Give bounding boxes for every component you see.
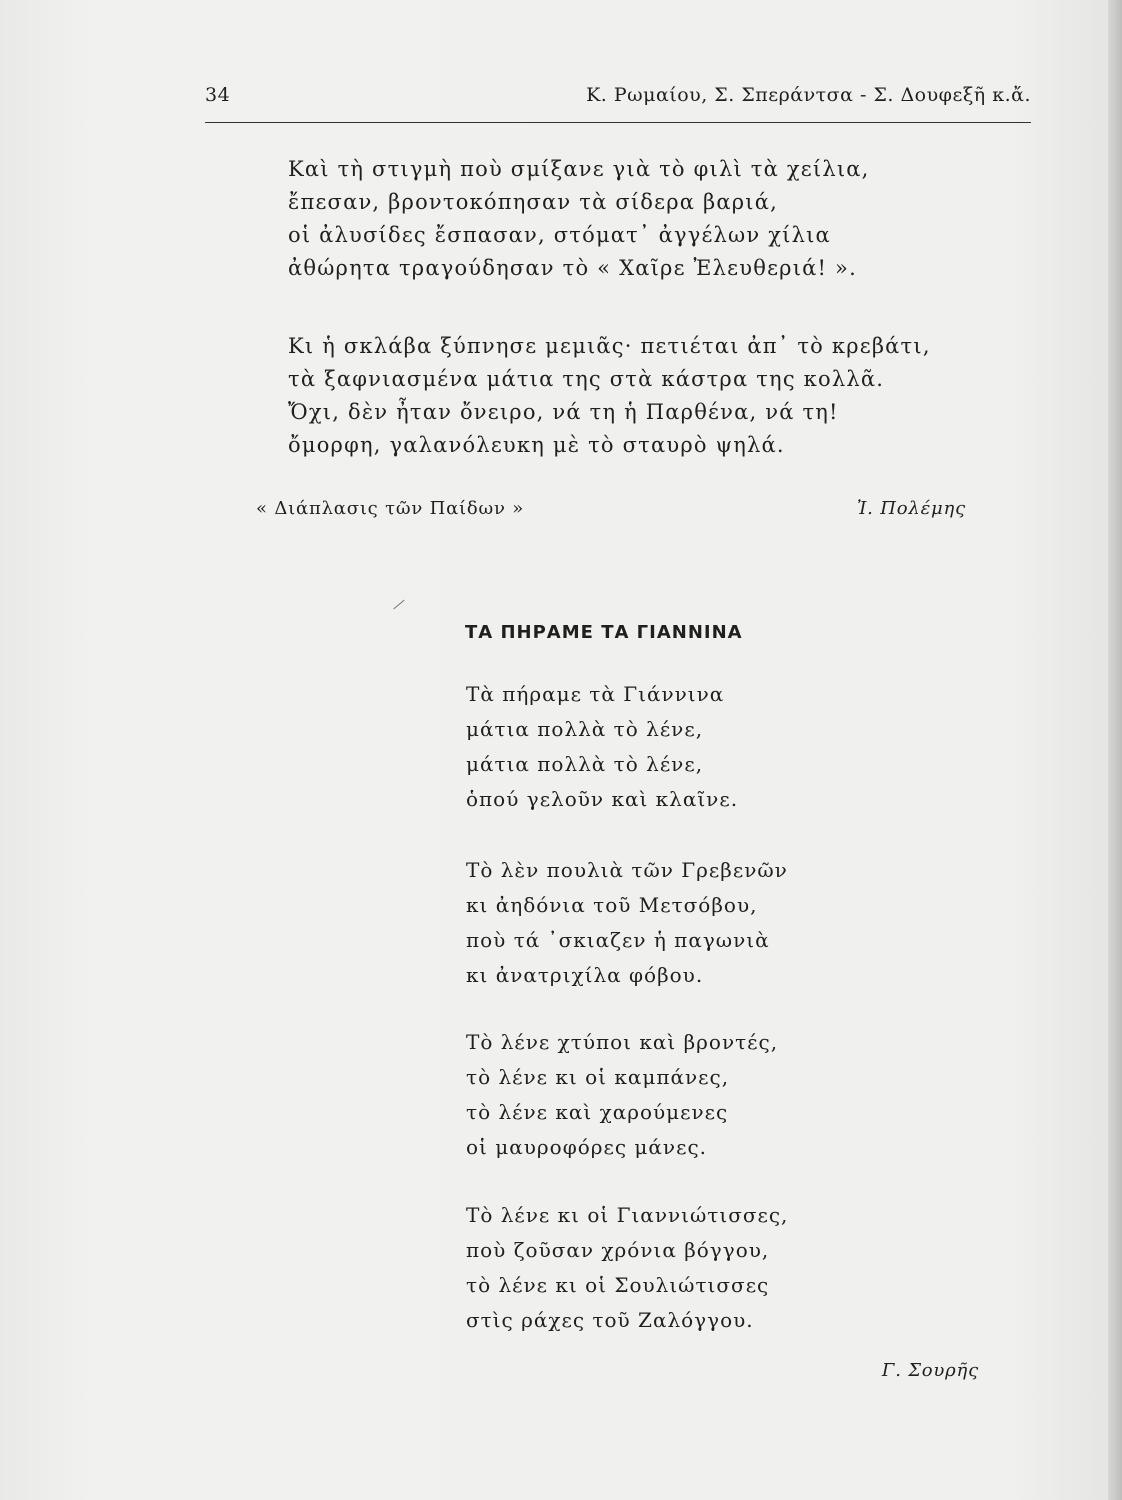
stanza <box>288 330 931 462</box>
verse-line: ὁπού γελοῦν καὶ κλαῖνε. <box>466 787 739 811</box>
verse-line: Ὄχι, δὲν ἦταν ὄνειρο, νά τη ἡ Παρθένα, νά τη! <box>288 400 839 424</box>
verse-line: Τὰ πήραμε τὰ Γιάννινα <box>466 682 725 706</box>
verse-line: στὶς ράχες τοῦ Ζαλόγγου. <box>466 1308 754 1332</box>
stanza <box>288 153 870 285</box>
verse-line: Τὸ λένε κι οἱ Γιαννιώτισσες, <box>466 1203 789 1227</box>
poem-author: Ἰ. Πολέμης <box>857 498 966 519</box>
verse-line: ποὺ τά ᾽σκιαζεν ἡ παγωνιὰ <box>466 928 770 952</box>
verse-line: Τὸ λὲν πουλιὰ τῶν Γρεβενῶν <box>466 858 788 882</box>
verse-line: ὄμορφη, γαλανόλευκη μὲ τὸ σταυρὸ ψηλά. <box>288 433 785 457</box>
verse-line: οἱ μαυροφόρες μάνες. <box>466 1135 708 1159</box>
verse-line: κι ἀνατριχίλα φόβου. <box>466 963 704 987</box>
running-head: Κ. Ρωμαίου, Σ. Σπεράντσα - Σ. Δουφεξῆ κ.ἄ. <box>586 84 1031 106</box>
verse-line: ἔπεσαν, βροντοκόπησαν τὰ σίδερα βαριά, <box>288 190 778 214</box>
poem-author: Γ. Σουρῆς <box>881 1360 979 1381</box>
verse-line: μάτια πολλὰ τὸ λένε, <box>466 717 704 741</box>
stanza <box>466 853 788 993</box>
poem-source: « Διάπλασις τῶν Παίδων » <box>256 498 525 519</box>
verse-line: ποὺ ζοῦσαν χρόνια βόγγου, <box>466 1238 770 1262</box>
stanza <box>466 1025 778 1165</box>
stray-pencil-mark <box>393 600 404 610</box>
stanza <box>466 677 738 817</box>
header-rule <box>205 122 1031 123</box>
verse-line: Τὸ λένε χτύποι καὶ βροντές, <box>466 1030 779 1054</box>
verse-line: Κι ἡ σκλάβα ξύπνησε μεμιᾶς· πετιέται ἀπ᾽ τὸ κρεβάτι, <box>288 334 931 358</box>
verse-line: ἀθώρητα τραγούδησαν τὸ « Χαῖρε Ἐλευθεριά! ». <box>288 256 857 280</box>
verse-line: μάτια πολλὰ τὸ λένε, <box>466 752 704 776</box>
page-spine-shadow <box>1108 0 1122 1500</box>
verse-line: κι ἀηδόνια τοῦ Μετσόβου, <box>466 893 758 917</box>
verse-line: τὸ λένε κι οἱ καμπάνες, <box>466 1065 730 1089</box>
verse-line: Καὶ τὴ στιγμὴ ποὺ σμίξανε γιὰ τὸ φιλὶ τὰ χείλια, <box>288 157 870 181</box>
poem-title: ΤΑ ΠΗΡΑΜΕ ΤΑ ΓΙΑΝΝΙΝΑ <box>465 622 743 643</box>
verse-line: τὰ ξαφνιασμένα μάτια της στὰ κάστρα της κολλᾶ. <box>288 367 885 391</box>
page-number: 34 <box>205 84 231 106</box>
verse-line: τὸ λένε καὶ χαρούμενες <box>466 1100 729 1124</box>
verse-line: οἱ ἀλυσίδες ἔσπασαν, στόματ᾽ ἀγγέλων χίλια <box>288 223 831 247</box>
stanza <box>466 1198 788 1338</box>
verse-line: τὸ λένε κι οἱ Σουλιώτισσες <box>466 1273 770 1297</box>
